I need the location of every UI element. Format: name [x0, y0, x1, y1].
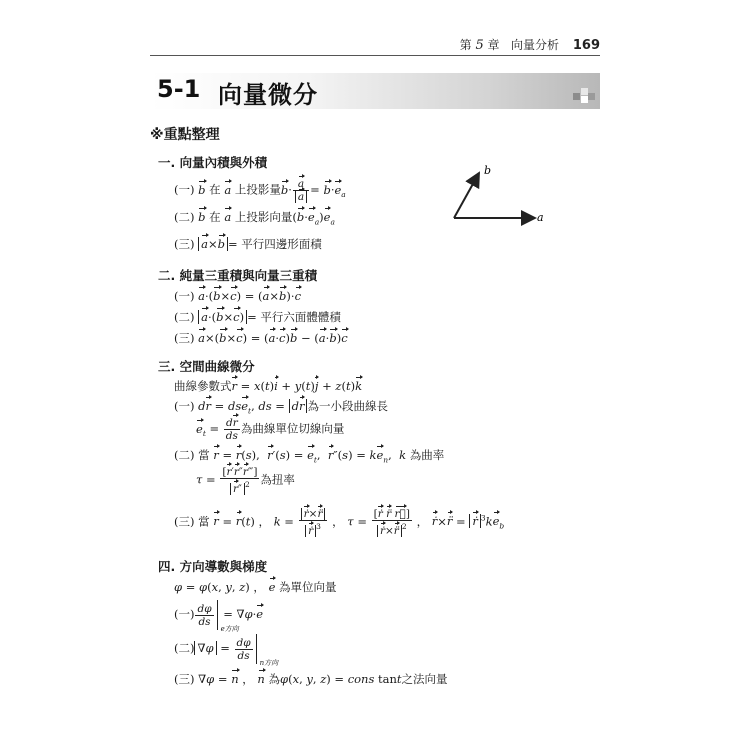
- formula-line: 曲線參數式r = x(t)i + y(t)j + z(t)k: [174, 379, 363, 393]
- vector-diagram: [440, 158, 560, 228]
- formula-line: (三) a×b = 平行四邊形面積: [174, 237, 322, 251]
- header-text: [460, 36, 600, 53]
- chapter-title: 向量分析: [511, 38, 560, 52]
- running-header: [150, 36, 600, 56]
- banner-square: [581, 88, 588, 95]
- vector-b-label: b: [484, 164, 492, 177]
- formula-line: (二) a·(b×c) = 平行六面體體積: [174, 310, 341, 324]
- chapter-prefix: 第: [459, 38, 472, 52]
- formula-line: (一) b 在 a 上投影量b· $\frac{a}{a}$ = $b\cdot e_a$: [174, 178, 346, 203]
- formula-line: φ = φ(x, y, z) ， e 為單位向量: [174, 580, 337, 594]
- formula-line: (一) dr = dse$_t$, ds = dr 為一小段曲線長: [174, 399, 388, 416]
- chapter-number: 5: [475, 38, 484, 53]
- banner-square: [588, 93, 595, 100]
- formula-line: τ = $\frac{[r'r''r‴]}{r'' ^2}$ 為扭率: [196, 466, 295, 495]
- section-title: 向量微分: [218, 81, 318, 109]
- vector-b-arrow: [454, 173, 479, 218]
- page-number: 169: [572, 38, 600, 53]
- topic-heading: 四. 方向導數與梯度: [158, 559, 268, 574]
- formula-line: (二) b 在 a 上投影向量$(b\cdot e_a)e_a$: [174, 210, 335, 227]
- banner-square: [573, 93, 580, 100]
- header-rule: [150, 55, 600, 56]
- formula-line: $e_t$ = $\frac{dr}{ds}$ 為曲線單位切線向量: [196, 417, 345, 442]
- section-number: 5-1: [157, 75, 201, 103]
- formula-line: (三) 當 r = r(t) ， k = $\frac{ṙ\times r̈}{ṙ ^3}$ ， τ = $\frac{[ṙ r̈ r⃛]}{ṙ\times r̈ ^2}$ ， ṙ×r̈ = ṙ $^3ke_b$: [174, 508, 505, 537]
- formula-line: (一) a·(b×c) = (a×b)·c: [174, 289, 302, 303]
- chapter-suffix: 章: [487, 38, 500, 52]
- banner-square: [581, 96, 588, 103]
- vector-a-label: a: [537, 211, 544, 224]
- key-points-heading: ※重點整理: [150, 127, 220, 143]
- formula-line: (三) ∇φ = n ， n 為φ(x, y, z) = cons tant之法向量: [174, 672, 448, 686]
- topic-heading: 三. 空間曲線微分: [158, 359, 255, 374]
- formula-line: (一) $\frac{d\varphi}{ds}$ e方向 = ∇φ·e: [174, 600, 263, 630]
- topic-heading: 一. 向量內積與外積: [158, 155, 268, 170]
- formula-line: (三) a×(b×c) = (a·c)b − (a·b)c: [174, 331, 348, 345]
- formula-line: (二) 當 r = r(s), $r'(s) = e_t$, $r''(s) = ke_n$, k 為曲率: [174, 448, 445, 465]
- formula-line: (二) ∇φ = $\frac{d\varphi}{ds}$ n方向: [174, 634, 259, 664]
- topic-heading: 二. 純量三重積與向量三重積: [158, 268, 318, 283]
